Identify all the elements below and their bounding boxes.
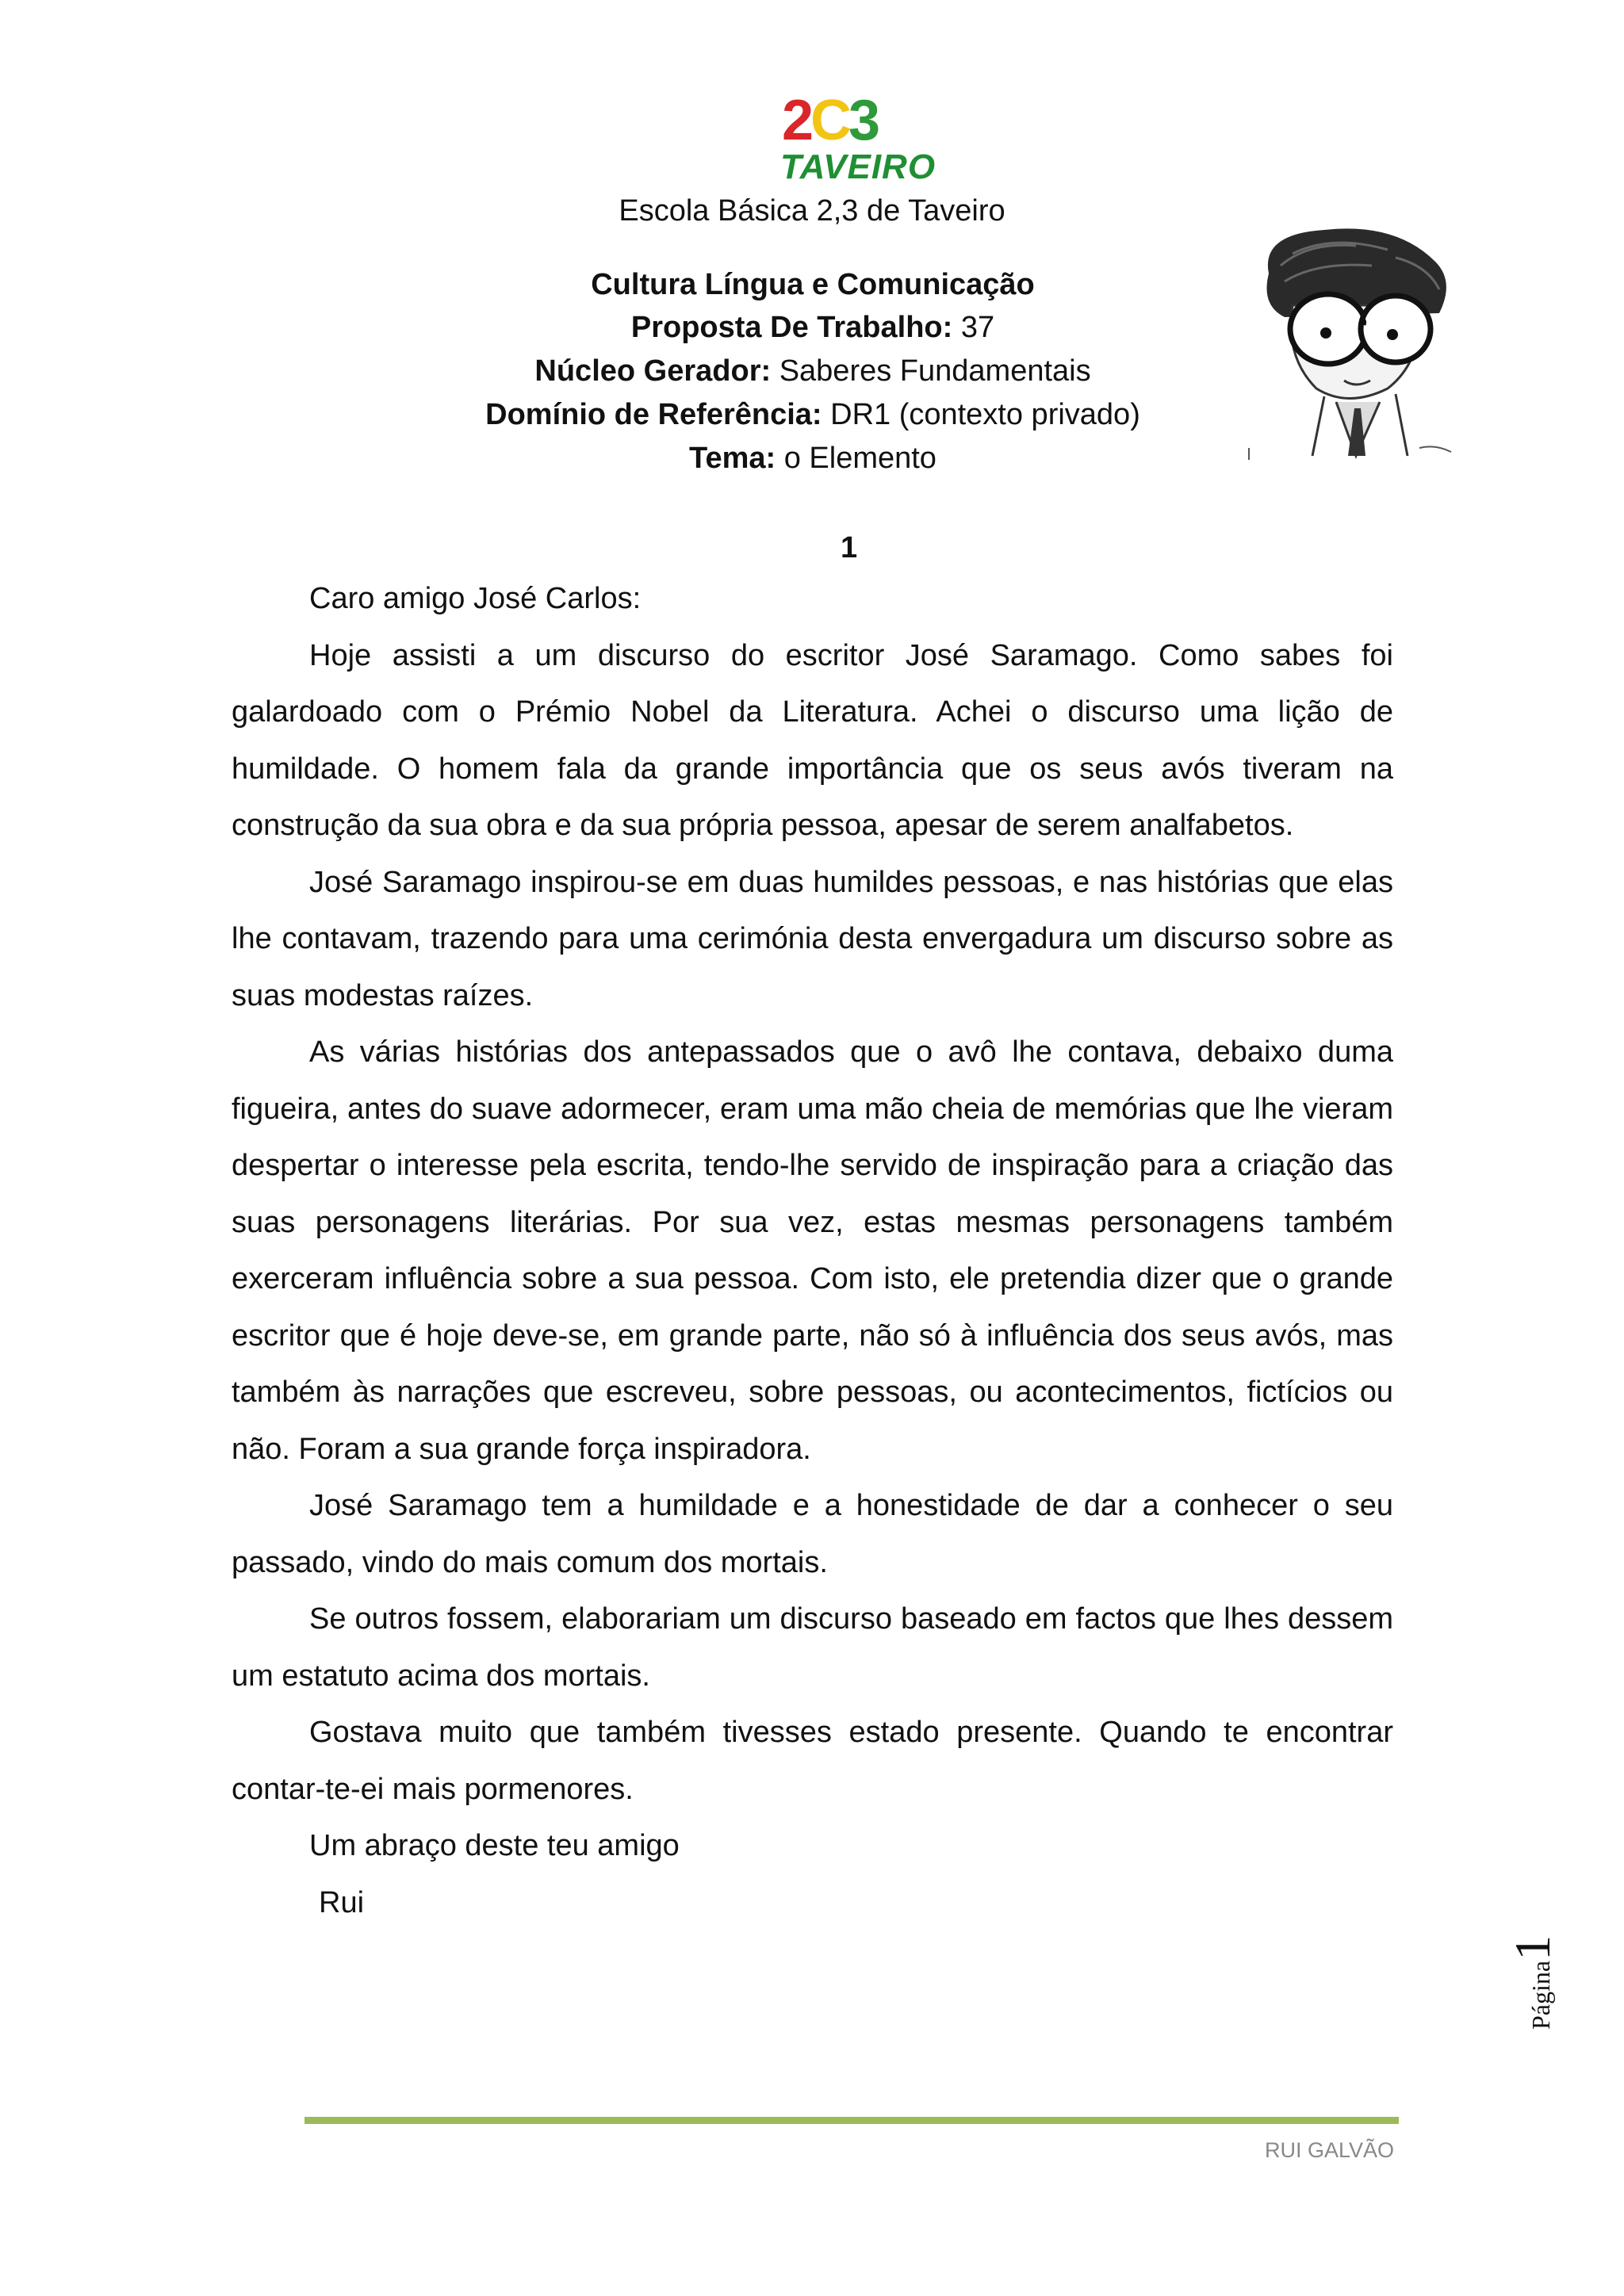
letter-paragraph: Gostava muito que também tivesses estado presente. Quando te encontrar contar-te-ei mais pormenores. bbox=[232, 1716, 1393, 1806]
letter-closing: Um abraço deste teu amigo bbox=[309, 1829, 680, 1862]
letter-signature: Rui bbox=[319, 1885, 365, 1919]
letter-greeting: Caro amigo José Carlos: bbox=[309, 582, 642, 615]
page-number bbox=[1503, 1903, 1561, 2030]
footer-author: RUI GALVÃO bbox=[1264, 2138, 1394, 2162]
nucleus-line: Núcleo Gerador: Saberes Fundamentais bbox=[534, 354, 1091, 388]
letter-paragraph: José Saramago inspirou-se em duas humildes pessoas, e nas histórias que elas lhe contavam, trazendo para uma cerimónia desta envergadura um discurso sobre as suas modestas raízes. bbox=[232, 865, 1393, 1012]
letter-paragraph: José Saramago tem a humildade e a honestidade de dar a conhecer o seu passado, vindo do mais comum dos mortais. bbox=[232, 1489, 1393, 1579]
page-label: Página bbox=[1526, 1960, 1555, 2030]
logo-digits: 2C3 bbox=[782, 89, 878, 152]
section-number: 1 bbox=[841, 531, 858, 564]
page-number-value: 1 bbox=[1504, 1934, 1561, 1961]
school-logo bbox=[777, 89, 936, 186]
saramago-caricature bbox=[1237, 218, 1467, 464]
proposal-line: Proposta De Trabalho: 37 bbox=[630, 311, 995, 344]
footer-rule bbox=[304, 2117, 1399, 2124]
letter-paragraph: Hoje assisti a um discurso do escritor José Saramago. Como sabes foi galardoado com o Prémio Nobel da Literatura. Achei o discurso uma lição de humildade. O homem fala da grande importância que os seus avós tiveram na construção da sua obra e da sua própria pessoa, apesar de serem analfabetos. bbox=[232, 638, 1393, 842]
subject-title: Cultura Língua e Comunicação bbox=[591, 268, 1035, 301]
letter-paragraph: Se outros fossem, elaborariam um discurso baseado em factos que lhes dessem um estatuto acima dos mortais. bbox=[232, 1602, 1393, 1693]
domain-line: Domínio de Referência: DR1 (contexto privado) bbox=[485, 398, 1140, 431]
logo-name: TAVEIRO bbox=[780, 147, 936, 186]
letter-body bbox=[232, 571, 1393, 1931]
school-name: Escola Básica 2,3 de Taveiro bbox=[619, 194, 1005, 228]
theme-line: Tema: o Elemento bbox=[689, 442, 936, 475]
letter-paragraph: As várias histórias dos antepassados que o avô lhe contava, debaixo duma figueira, antes do suave adormecer, eram uma mão cheia de memórias que lhe vieram despertar o interesse pela escrita, tendo-lhe servido de inspiração para a criação das suas personagens literárias. Por sua vez, estas mesmas personagens também exerceram influência sobre a sua pessoa. Com isto, ele pretendia dizer que o grande escritor que é hoje deve-se, em grande parte, não só à influência dos seus avós, mas também às narrações que escreveu, sobre pessoas, ou acontecimentos, fictícios ou não. Foram a sua grande força inspiradora. bbox=[232, 1035, 1393, 1466]
